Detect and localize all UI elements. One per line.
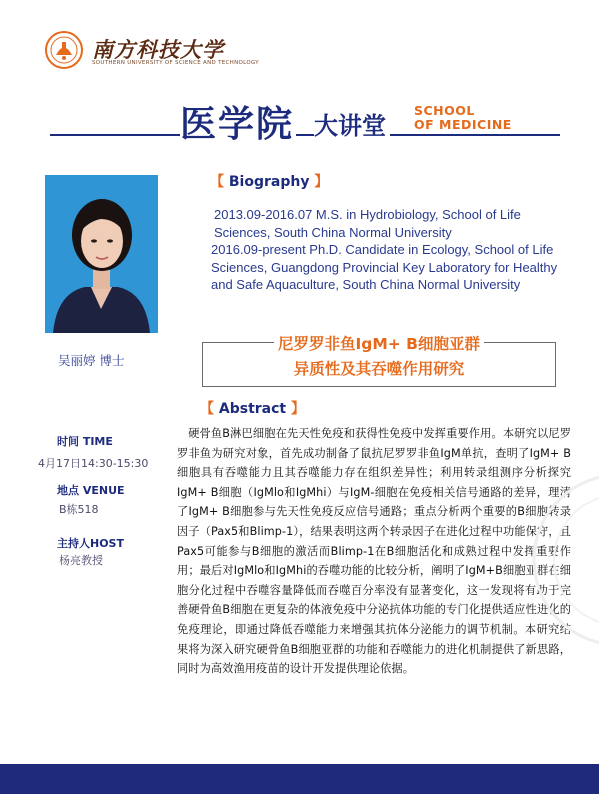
footer-bar: [0, 764, 599, 794]
abstract-body: 硬骨鱼B淋巴细胞在先天性免疫和获得性免疫中发挥重要作用。本研究以尼罗罗非鱼为研究对象，首先成功制备了鼠抗尼罗罗非鱼IgM单抗，查明了IgM+ B细胞具有吞噬能力且其吞噬能力存在组织差异性；利用转录组测序分析探究IgM+ B细胞（IgMlo和IgMhi）与IgM-细胞在免疫相关信号通路的差异，理清了IgM+ B细胞参与先天性免疫反应信号通路；重点分析两个重要的B细胞转录因子（Pax5和Blimp-1），结果表明这两个转录因子在进化过程中功能保守，且Pax5可能参与B细胞的激活而Blimp-1在B细胞活化和成熟过程中发挥重要作用；最后对IgMlo和IgMhi的吞噬功能的比较分析，阐明了IgM+B细胞亚群在细胞分化过程中吞噬容量降低而吞噬百分率没有显著变化，这一发现将有助于完善硬骨鱼B细胞在更复杂的体液免疫中分泌抗体功能的专门化提供适应性进化的免疫理论，即通过降低吞噬能力来增强其抗体分泌能力的调节机制。本研究结果将为深入研究硬骨鱼B细胞亚群的功能和吞噬能力的进化机制提供了新思路，同时为高效渔用疫苗的设计开发提供理论依据。: [177, 427, 571, 676]
time-value: 4月17日14:30-15:30: [38, 457, 149, 470]
bracket-right: 】: [309, 174, 329, 190]
title-underline: [50, 134, 560, 136]
university-name-en: SOUTHERN UNIVERSITY OF SCIENCE AND TECHNOLOGY: [92, 60, 259, 66]
time-label: 时间 TIME: [57, 435, 113, 448]
venue-label: 地点 VENUE: [57, 484, 125, 497]
title-en-line1: SCHOOL: [414, 103, 475, 118]
topic-line1: 尼罗罗非鱼IgM+ B细胞亚群: [274, 335, 484, 353]
topic-line2: 异质性及其吞噬作用研究: [290, 360, 469, 378]
bracket-left: 【: [200, 401, 219, 417]
title-cn-primary: 医学院: [180, 96, 296, 147]
biography-entry: 2016.09-present Ph.D. Candidate in Ecology, School of Life Sciences, Guangdong Provincial Key Laboratory for Healthy and Safe Aquaculture, South China Normal University: [211, 242, 558, 292]
title-cn-secondary: 大讲堂: [314, 106, 390, 141]
biography-body: [211, 206, 571, 294]
lecture-topic: [202, 332, 556, 382]
bracket-left: 【: [210, 174, 229, 190]
biography-entry: 2013.09-2016.07 M.S. in Hydrobiology, School of Life Sciences, South China Normal University: [214, 207, 521, 240]
university-logo-icon: [44, 30, 84, 70]
title-en-line2: OF MEDICINE: [414, 117, 512, 132]
title-en: [414, 104, 512, 132]
speaker-name: 吴丽婷 博士: [58, 353, 125, 368]
portrait-photo: [45, 175, 158, 333]
host-label: 主持人HOST: [57, 537, 124, 550]
host-value: 杨亮教授: [59, 554, 103, 567]
biography-heading-text: Biography: [228, 174, 310, 190]
watermark-seal-icon: [529, 470, 599, 650]
venue-value: B栋518: [59, 503, 99, 516]
university-name-cn: 南方科技大学: [92, 37, 224, 62]
bracket-right: 】: [286, 401, 305, 417]
biography-heading: [210, 171, 328, 191]
abstract-heading-text: Abstract: [218, 401, 287, 417]
abstract-heading: [200, 398, 305, 418]
